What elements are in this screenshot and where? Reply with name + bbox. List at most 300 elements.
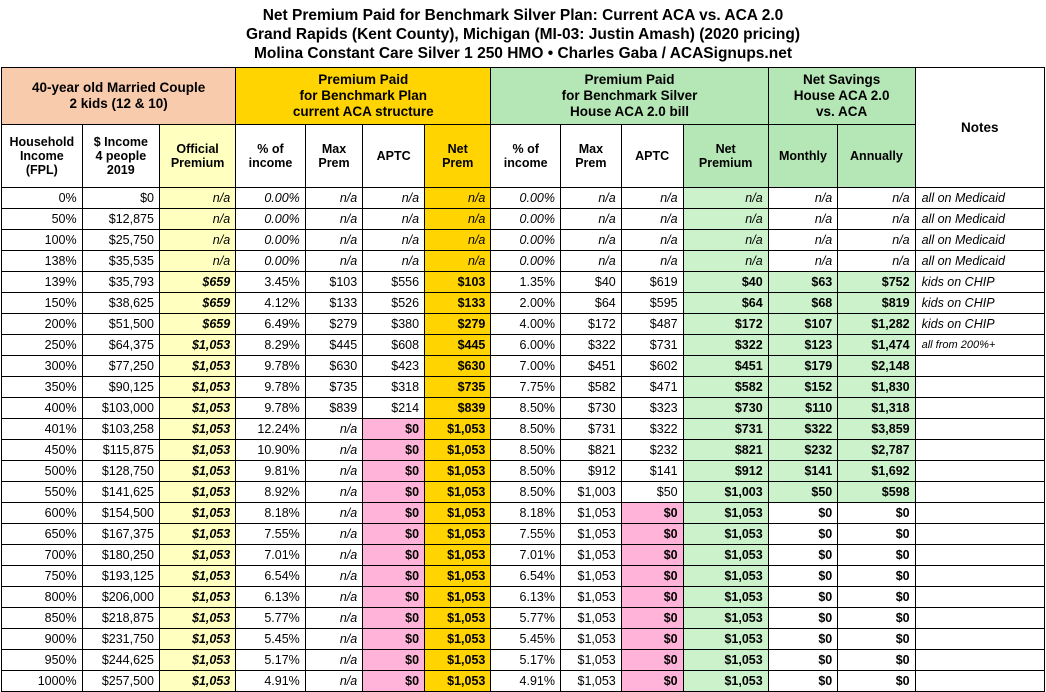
cell-annual-savings: $0 — [838, 587, 915, 608]
cell-monthly-savings: n/a — [768, 251, 838, 272]
cell-monthly-savings: $322 — [768, 419, 838, 440]
cell-max-prem-aca: $839 — [305, 398, 362, 419]
cell-fpl: 950% — [2, 650, 83, 671]
cell-net-prem-aca: $1,053 — [425, 503, 491, 524]
cell-pct-income-aca: 0.00% — [236, 209, 306, 230]
table-row — [2, 419, 1045, 440]
cell-fpl: 139% — [2, 272, 83, 293]
col-header-net-prem-aca: Net Prem — [425, 125, 491, 188]
table-row — [2, 209, 1045, 230]
cell-notes — [915, 629, 1044, 650]
cell-max-prem-aca: n/a — [305, 545, 362, 566]
table-row — [2, 398, 1045, 419]
cell-official-premium: $1,053 — [159, 608, 235, 629]
cell-net-premium-house: $582 — [683, 377, 768, 398]
cell-net-prem-aca: $1,053 — [425, 482, 491, 503]
cell-monthly-savings: $110 — [768, 398, 838, 419]
cell-monthly-savings: n/a — [768, 230, 838, 251]
cell-aptc-house: $50 — [621, 482, 683, 503]
cell-pct-income-aca: 12.24% — [236, 419, 306, 440]
cell-pct-income-house: 0.00% — [491, 209, 561, 230]
col-header-aptc-house: APTC — [621, 125, 683, 188]
cell-aptc-house: $0 — [621, 629, 683, 650]
cell-max-prem-aca: $103 — [305, 272, 362, 293]
cell-fpl: 750% — [2, 566, 83, 587]
col-header-pct-income-aca: % of income — [236, 125, 306, 188]
cell-notes: all on Medicaid — [915, 230, 1044, 251]
cell-pct-income-house: 4.00% — [491, 314, 561, 335]
cell-net-prem-aca: $1,053 — [425, 524, 491, 545]
cell-aptc-aca: n/a — [363, 209, 425, 230]
cell-max-prem-aca: n/a — [305, 650, 362, 671]
group-house-line2: for Benchmark Silver — [561, 88, 698, 103]
cell-pct-income-house: 5.45% — [491, 629, 561, 650]
cell-official-premium: $1,053 — [159, 671, 235, 692]
cell-max-prem-aca: n/a — [305, 209, 362, 230]
cell-pct-income-house: 8.50% — [491, 461, 561, 482]
cell-max-prem-house: $1,053 — [560, 629, 621, 650]
group-notes: Notes — [915, 68, 1044, 188]
cell-fpl: 650% — [2, 524, 83, 545]
cell-aptc-aca: $526 — [363, 293, 425, 314]
cell-net-premium-house: $1,003 — [683, 482, 768, 503]
cell-official-premium: $1,053 — [159, 545, 235, 566]
cell-net-premium-house: $730 — [683, 398, 768, 419]
cell-net-premium-house: $821 — [683, 440, 768, 461]
cell-net-premium-house: $1,053 — [683, 503, 768, 524]
cell-income: $193,125 — [82, 566, 159, 587]
cell-aptc-house: $0 — [621, 566, 683, 587]
cell-aptc-house: $323 — [621, 398, 683, 419]
cell-net-prem-aca: $1,053 — [425, 566, 491, 587]
group-house-aca2 — [491, 68, 768, 125]
cell-aptc-house: n/a — [621, 188, 683, 209]
cell-aptc-aca: $0 — [363, 587, 425, 608]
page-title: Net Premium Paid for Benchmark Silver Plan: Current ACA vs. ACA 2.0 — [262, 7, 784, 24]
cell-pct-income-house: 8.50% — [491, 419, 561, 440]
cell-aptc-house: $602 — [621, 356, 683, 377]
cell-income: $115,875 — [82, 440, 159, 461]
cell-fpl: 550% — [2, 482, 83, 503]
cell-aptc-aca: $0 — [363, 545, 425, 566]
cell-notes — [915, 461, 1044, 482]
table-row — [2, 188, 1045, 209]
cell-pct-income-house: 0.00% — [491, 188, 561, 209]
cell-fpl: 700% — [2, 545, 83, 566]
cell-monthly-savings: $0 — [768, 629, 838, 650]
cell-aptc-house: $0 — [621, 671, 683, 692]
cell-annual-savings: $0 — [838, 671, 915, 692]
cell-notes: all on Medicaid — [915, 209, 1044, 230]
table-row — [2, 335, 1045, 356]
cell-net-premium-house: $40 — [683, 272, 768, 293]
cell-aptc-house: $731 — [621, 335, 683, 356]
cell-max-prem-house: $64 — [560, 293, 621, 314]
cell-income: $103,258 — [82, 419, 159, 440]
cell-official-premium: $1,053 — [159, 377, 235, 398]
col-header-net-premium-house: Net Premium — [683, 125, 768, 188]
cell-monthly-savings: $50 — [768, 482, 838, 503]
cell-net-prem-aca: $735 — [425, 377, 491, 398]
cell-monthly-savings: $0 — [768, 650, 838, 671]
cell-official-premium: $1,053 — [159, 419, 235, 440]
cell-net-prem-aca: $1,053 — [425, 440, 491, 461]
cell-pct-income-aca: 8.92% — [236, 482, 306, 503]
cell-pct-income-aca: 6.49% — [236, 314, 306, 335]
cell-aptc-aca: n/a — [363, 188, 425, 209]
cell-fpl: 400% — [2, 398, 83, 419]
cell-notes — [915, 671, 1044, 692]
cell-annual-savings: $752 — [838, 272, 915, 293]
col-header-income: $ Income 4 people 2019 — [82, 125, 159, 188]
col-header-pct-income-house: % of income — [491, 125, 561, 188]
cell-max-prem-aca: n/a — [305, 461, 362, 482]
cell-income: $206,000 — [82, 587, 159, 608]
cell-annual-savings: $0 — [838, 629, 915, 650]
cell-max-prem-house: n/a — [560, 209, 621, 230]
table-row — [2, 377, 1045, 398]
cell-income: $51,500 — [82, 314, 159, 335]
cell-monthly-savings: $232 — [768, 440, 838, 461]
cell-monthly-savings: $0 — [768, 608, 838, 629]
cell-monthly-savings: $0 — [768, 545, 838, 566]
cell-pct-income-house: 7.01% — [491, 545, 561, 566]
table-row — [2, 440, 1045, 461]
cell-income: $38,625 — [82, 293, 159, 314]
cell-aptc-aca: n/a — [363, 251, 425, 272]
cell-aptc-house: $0 — [621, 650, 683, 671]
cell-aptc-aca: $423 — [363, 356, 425, 377]
group-savings-line2: House ACA 2.0 — [793, 88, 890, 103]
cell-income: $257,500 — [82, 671, 159, 692]
cell-monthly-savings: $152 — [768, 377, 838, 398]
cell-pct-income-house: 5.77% — [491, 608, 561, 629]
cell-pct-income-aca: 9.78% — [236, 398, 306, 419]
column-header-row — [2, 125, 1045, 188]
cell-aptc-house: $0 — [621, 587, 683, 608]
col-header-annual-savings: Annually — [838, 125, 915, 188]
cell-net-prem-aca: $103 — [425, 272, 491, 293]
cell-fpl: 500% — [2, 461, 83, 482]
cell-max-prem-house: $1,053 — [560, 566, 621, 587]
cell-fpl: 900% — [2, 629, 83, 650]
group-profile-line2: 2 kids (12 & 10) — [69, 96, 168, 111]
table-row — [2, 503, 1045, 524]
cell-pct-income-aca: 0.00% — [236, 251, 306, 272]
col-header-max-prem-aca: Max Prem — [305, 125, 362, 188]
cell-aptc-house: $0 — [621, 524, 683, 545]
cell-notes — [915, 545, 1044, 566]
cell-pct-income-aca: 10.90% — [236, 440, 306, 461]
cell-pct-income-aca: 0.00% — [236, 230, 306, 251]
cell-net-prem-aca: n/a — [425, 188, 491, 209]
cell-fpl: 350% — [2, 377, 83, 398]
title-block — [0, 0, 1046, 63]
group-header-row — [2, 68, 1045, 125]
cell-max-prem-house: n/a — [560, 251, 621, 272]
cell-aptc-house: $471 — [621, 377, 683, 398]
cell-net-prem-aca: $630 — [425, 356, 491, 377]
cell-monthly-savings: $141 — [768, 461, 838, 482]
cell-aptc-aca: $0 — [363, 524, 425, 545]
cell-pct-income-aca: 4.12% — [236, 293, 306, 314]
cell-aptc-aca: $0 — [363, 440, 425, 461]
cell-notes: kids on CHIP — [915, 314, 1044, 335]
cell-income: $90,125 — [82, 377, 159, 398]
cell-net-prem-aca: n/a — [425, 251, 491, 272]
cell-pct-income-house: 8.50% — [491, 440, 561, 461]
cell-aptc-aca: $318 — [363, 377, 425, 398]
cell-max-prem-aca: n/a — [305, 671, 362, 692]
cell-net-prem-aca: $445 — [425, 335, 491, 356]
cell-max-prem-aca: n/a — [305, 608, 362, 629]
cell-notes: all on Medicaid — [915, 251, 1044, 272]
cell-net-premium-house: $322 — [683, 335, 768, 356]
cell-fpl: 150% — [2, 293, 83, 314]
cell-fpl: 450% — [2, 440, 83, 461]
cell-net-premium-house: $172 — [683, 314, 768, 335]
cell-net-premium-house: $912 — [683, 461, 768, 482]
cell-aptc-house: $619 — [621, 272, 683, 293]
cell-official-premium: $1,053 — [159, 356, 235, 377]
cell-annual-savings: n/a — [838, 209, 915, 230]
cell-net-premium-house: $1,053 — [683, 545, 768, 566]
cell-pct-income-aca: 5.77% — [236, 608, 306, 629]
cell-max-prem-house: $40 — [560, 272, 621, 293]
cell-pct-income-aca: 8.29% — [236, 335, 306, 356]
group-savings-line1: Net Savings — [802, 72, 881, 87]
cell-monthly-savings: $179 — [768, 356, 838, 377]
cell-pct-income-aca: 7.55% — [236, 524, 306, 545]
cell-pct-income-aca: 3.45% — [236, 272, 306, 293]
cell-fpl: 401% — [2, 419, 83, 440]
cell-official-premium: $1,053 — [159, 629, 235, 650]
cell-fpl: 1000% — [2, 671, 83, 692]
cell-notes — [915, 566, 1044, 587]
cell-annual-savings: $0 — [838, 608, 915, 629]
cell-aptc-house: $0 — [621, 545, 683, 566]
cell-aptc-house: $0 — [621, 503, 683, 524]
cell-net-prem-aca: $133 — [425, 293, 491, 314]
cell-income: $64,375 — [82, 335, 159, 356]
cell-max-prem-aca: n/a — [305, 524, 362, 545]
cell-net-premium-house: n/a — [683, 209, 768, 230]
table-row — [2, 461, 1045, 482]
cell-aptc-aca: $0 — [363, 482, 425, 503]
cell-max-prem-aca: n/a — [305, 503, 362, 524]
cell-max-prem-aca: n/a — [305, 629, 362, 650]
group-current-aca-line1: Premium Paid — [318, 72, 409, 87]
cell-pct-income-house: 2.00% — [491, 293, 561, 314]
cell-aptc-house: n/a — [621, 251, 683, 272]
cell-notes: all from 200%+ — [915, 335, 1044, 356]
cell-net-premium-house: $1,053 — [683, 629, 768, 650]
group-profile — [2, 68, 236, 125]
col-header-official-premium: Official Premium — [159, 125, 235, 188]
cell-monthly-savings: n/a — [768, 188, 838, 209]
cell-max-prem-aca: n/a — [305, 419, 362, 440]
cell-net-prem-aca: $839 — [425, 398, 491, 419]
cell-net-premium-house: n/a — [683, 230, 768, 251]
cell-pct-income-house: 5.17% — [491, 650, 561, 671]
cell-official-premium: $1,053 — [159, 398, 235, 419]
cell-annual-savings: $3,859 — [838, 419, 915, 440]
cell-net-premium-house: $1,053 — [683, 587, 768, 608]
cell-income: $154,500 — [82, 503, 159, 524]
cell-net-premium-house: $1,053 — [683, 671, 768, 692]
cell-income: $35,793 — [82, 272, 159, 293]
cell-max-prem-house: $1,053 — [560, 650, 621, 671]
cell-pct-income-house: 1.35% — [491, 272, 561, 293]
cell-fpl: 600% — [2, 503, 83, 524]
cell-max-prem-house: $1,053 — [560, 524, 621, 545]
cell-net-premium-house: $451 — [683, 356, 768, 377]
cell-official-premium: $1,053 — [159, 587, 235, 608]
table-row — [2, 356, 1045, 377]
cell-max-prem-house: $451 — [560, 356, 621, 377]
cell-net-premium-house: $64 — [683, 293, 768, 314]
col-header-monthly-savings: Monthly — [768, 125, 838, 188]
cell-fpl: 138% — [2, 251, 83, 272]
cell-max-prem-house: $172 — [560, 314, 621, 335]
cell-net-prem-aca: $1,053 — [425, 587, 491, 608]
cell-income: $218,875 — [82, 608, 159, 629]
cell-annual-savings: $0 — [838, 566, 915, 587]
cell-pct-income-aca: 5.17% — [236, 650, 306, 671]
table-row — [2, 587, 1045, 608]
cell-pct-income-house: 6.13% — [491, 587, 561, 608]
cell-net-premium-house: n/a — [683, 251, 768, 272]
cell-official-premium: $1,053 — [159, 566, 235, 587]
cell-max-prem-house: $821 — [560, 440, 621, 461]
cell-official-premium: n/a — [159, 188, 235, 209]
cell-notes: kids on CHIP — [915, 272, 1044, 293]
cell-pct-income-aca: 6.13% — [236, 587, 306, 608]
cell-pct-income-aca: 8.18% — [236, 503, 306, 524]
cell-income: $244,625 — [82, 650, 159, 671]
cell-pct-income-house: 0.00% — [491, 230, 561, 251]
cell-pct-income-house: 7.00% — [491, 356, 561, 377]
cell-monthly-savings: $0 — [768, 503, 838, 524]
cell-max-prem-house: $731 — [560, 419, 621, 440]
cell-net-prem-aca: n/a — [425, 230, 491, 251]
cell-fpl: 50% — [2, 209, 83, 230]
cell-net-prem-aca: $1,053 — [425, 545, 491, 566]
table-row — [2, 314, 1045, 335]
cell-monthly-savings: $0 — [768, 566, 838, 587]
cell-aptc-aca: $608 — [363, 335, 425, 356]
cell-net-premium-house: $1,053 — [683, 524, 768, 545]
cell-monthly-savings: $0 — [768, 671, 838, 692]
cell-aptc-aca: $556 — [363, 272, 425, 293]
cell-aptc-aca: n/a — [363, 230, 425, 251]
cell-aptc-house: $322 — [621, 419, 683, 440]
cell-annual-savings: $2,787 — [838, 440, 915, 461]
cell-annual-savings: $1,474 — [838, 335, 915, 356]
cell-annual-savings: n/a — [838, 230, 915, 251]
cell-max-prem-aca: n/a — [305, 230, 362, 251]
cell-annual-savings: $0 — [838, 524, 915, 545]
cell-aptc-aca: $0 — [363, 419, 425, 440]
cell-annual-savings: $0 — [838, 545, 915, 566]
cell-max-prem-aca: $630 — [305, 356, 362, 377]
cell-net-premium-house: $731 — [683, 419, 768, 440]
cell-max-prem-house: $730 — [560, 398, 621, 419]
cell-notes: all on Medicaid — [915, 188, 1044, 209]
cell-annual-savings: $819 — [838, 293, 915, 314]
group-current-aca-line3: current ACA structure — [292, 104, 434, 119]
cell-official-premium: n/a — [159, 230, 235, 251]
cell-notes — [915, 503, 1044, 524]
cell-official-premium: n/a — [159, 209, 235, 230]
cell-income: $103,000 — [82, 398, 159, 419]
cell-official-premium: $659 — [159, 293, 235, 314]
cell-net-prem-aca: $1,053 — [425, 629, 491, 650]
cell-aptc-house: $487 — [621, 314, 683, 335]
cell-pct-income-house: 0.00% — [491, 251, 561, 272]
cell-official-premium: $659 — [159, 314, 235, 335]
cell-fpl: 0% — [2, 188, 83, 209]
cell-annual-savings: $0 — [838, 503, 915, 524]
cell-notes: kids on CHIP — [915, 293, 1044, 314]
cell-pct-income-aca: 9.78% — [236, 377, 306, 398]
cell-fpl: 200% — [2, 314, 83, 335]
cell-annual-savings: $1,282 — [838, 314, 915, 335]
cell-max-prem-house: $1,053 — [560, 503, 621, 524]
cell-income: $25,750 — [82, 230, 159, 251]
cell-monthly-savings: $123 — [768, 335, 838, 356]
cell-pct-income-aca: 9.81% — [236, 461, 306, 482]
cell-max-prem-aca: $445 — [305, 335, 362, 356]
cell-pct-income-aca: 0.00% — [236, 188, 306, 209]
cell-annual-savings: $598 — [838, 482, 915, 503]
cell-max-prem-house: n/a — [560, 230, 621, 251]
cell-max-prem-house: $1,003 — [560, 482, 621, 503]
cell-fpl: 250% — [2, 335, 83, 356]
cell-max-prem-aca: n/a — [305, 440, 362, 461]
cell-pct-income-aca: 6.54% — [236, 566, 306, 587]
cell-official-premium: $1,053 — [159, 440, 235, 461]
page-subtitle: Grand Rapids (Kent County), Michigan (MI-03: Justin Amash) (2020 pricing) — [245, 26, 801, 43]
cell-net-prem-aca: n/a — [425, 209, 491, 230]
col-header-aptc-aca: APTC — [363, 125, 425, 188]
cell-max-prem-aca: n/a — [305, 188, 362, 209]
cell-monthly-savings: $0 — [768, 587, 838, 608]
cell-annual-savings: $1,318 — [838, 398, 915, 419]
cell-max-prem-house: $1,053 — [560, 671, 621, 692]
cell-max-prem-house: $1,053 — [560, 545, 621, 566]
cell-fpl: 100% — [2, 230, 83, 251]
cell-income: $0 — [82, 188, 159, 209]
cell-monthly-savings: $0 — [768, 524, 838, 545]
table-body — [2, 188, 1045, 692]
cell-income: $12,875 — [82, 209, 159, 230]
group-current-aca — [236, 68, 491, 125]
cell-pct-income-aca: 5.45% — [236, 629, 306, 650]
cell-official-premium: $1,053 — [159, 524, 235, 545]
cell-max-prem-house: $1,053 — [560, 587, 621, 608]
cell-notes — [915, 440, 1044, 461]
cell-aptc-aca: $0 — [363, 629, 425, 650]
cell-income: $35,535 — [82, 251, 159, 272]
cell-aptc-house: $141 — [621, 461, 683, 482]
table-row — [2, 566, 1045, 587]
cell-fpl: 300% — [2, 356, 83, 377]
cell-official-premium: n/a — [159, 251, 235, 272]
cell-pct-income-house: 6.54% — [491, 566, 561, 587]
cell-fpl: 850% — [2, 608, 83, 629]
cell-max-prem-house: $912 — [560, 461, 621, 482]
